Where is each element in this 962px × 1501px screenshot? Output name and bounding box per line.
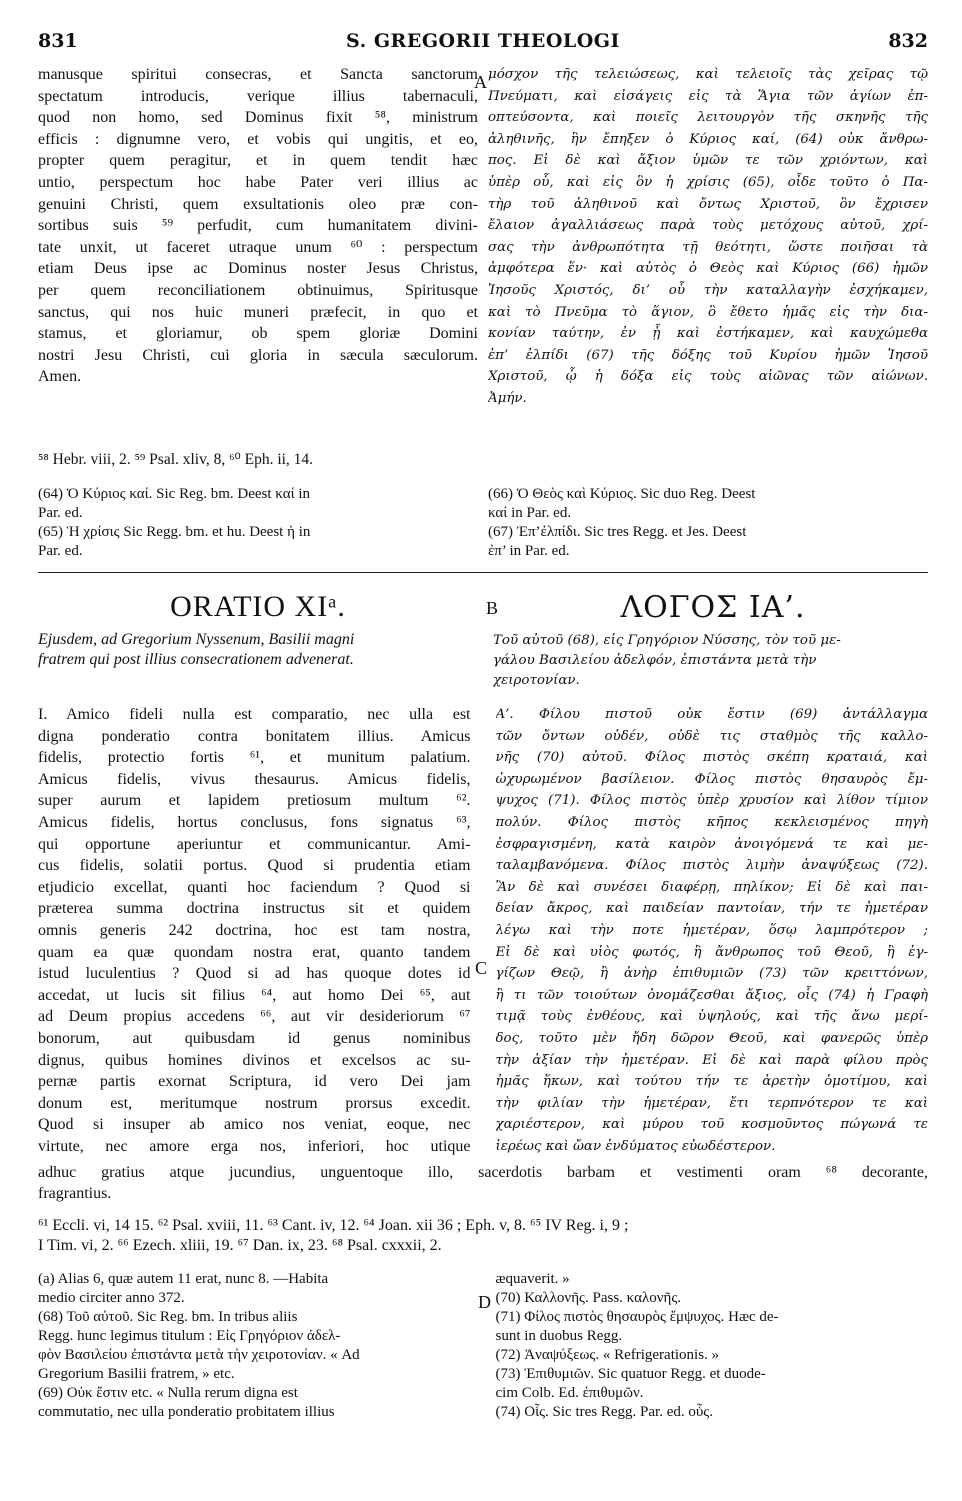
margin-marker-c: C — [475, 958, 488, 978]
text-line: λέγω καὶ τὴν ποτε ἡμετέραν, ὅσῳ λαμπρότερον ; — [495, 922, 928, 938]
text-line: πολύν. Φίλος πιστὸς κῆπος κεκλεισμένος πηγὴ — [495, 814, 928, 830]
bottom-refs — [38, 1216, 928, 1256]
reference-line: ⁶¹ Eccli. vi, 14 15. ⁶² Psal. xviii, 11. ⁶³ Cant. iv, 12. ⁶⁴ Joan. xii 36 ; Eph. v, 8. ⁶⁵ IV Reg. i, 9 ; — [38, 1217, 629, 1234]
text-line: Πνεύματι, καὶ εἰσάγεις εἰς τὰ Ἅγια τῶν ἁγίων ἐπ- — [488, 88, 928, 104]
text-line: virtute, nec amore erga nos, inferiori, hoc utique — [38, 1137, 471, 1155]
text-line: τιμᾷ τοὺς ἐνθέους, καὶ ὑψηλούς, καὶ τῆς ἄνω μερί- — [495, 1009, 928, 1025]
text-line: accedat, ut lucis sit filius ⁶⁴, aut homo Dei ⁶⁵, aut — [38, 986, 471, 1004]
text-line: propter quem peragitur, et in quem tendit hæc — [38, 152, 478, 170]
text-line: χαριέστερον, καὶ μύρου τοῦ κοσμοῦντος πώγωνά τε — [495, 1117, 928, 1133]
top-left-refs: ⁵⁸ Hebr. viii, 2. ⁵⁹ Psal. xliv, 8, ⁶⁰ Eph. ii, 14. — [38, 451, 314, 468]
text-line: νῆς (70) αὐτοῦ. Φίλος πιστὸς σκέπη κραταιά, καὶ — [495, 750, 928, 766]
text-line: τὴρ τοῦ ἀληθινοῦ καὶ ὄντως Χριστοῦ, ὃν ἔχρισεν — [488, 196, 928, 212]
oratio-heading-left: ORATIO XIᵃ. — [170, 590, 346, 623]
subtitle-line: Τοῦ αὐτοῦ (68), εἰς Γρηγόριον Νύσσης, τὸν τοῦ με- — [493, 633, 841, 648]
text-line: δείαν ἄκρος, καὶ παιδείαν παντοίαν, τήν τε ἡμετέραν — [495, 901, 928, 917]
top-right-greek — [488, 64, 928, 410]
text-line: Ἰησοῦς Χριστός, δι’ οὗ τὴν καταλλαγὴν ἐσχήκαμεν, — [488, 282, 928, 298]
text-line: ὠχυρωμένον βασίλειον. Φίλος πιστὸς θησαυρὸς ἔμ- — [495, 771, 928, 787]
running-title: S. GREGORII THEOLOGI — [346, 30, 620, 52]
footnote-line: commutatio, nec ulla ponderatio probitatem illius — [38, 1404, 335, 1420]
text-line: spectatum introducis, verique illius tabernaculi, — [38, 87, 478, 105]
text-line: adhuc gratius atque jucundius, unguentoque illo, sacerdotis barbam et vestimenti oram ⁶⁸ decorante, — [38, 1164, 928, 1181]
top-notes — [38, 485, 928, 561]
footnote-line: (69) Οὐκ ἔστιν etc. « Nulla rerum digna est — [38, 1385, 298, 1401]
text-line: Amicus fidelis, hortus conclusus, fons signatus ⁶³, — [38, 813, 471, 831]
top-right-notes — [488, 485, 928, 561]
subtitle-line: fratrem qui post illius consecrationem advenerat. — [38, 651, 354, 668]
subtitle-line: γάλου Βασιλείου ἀδελφόν, ἐπιστάντα μετὰ τὴν — [493, 653, 817, 668]
text-line: μόσχον τῆς τελειώσεως, καὶ τελειοῖς τὰς χεῖρας τῷ — [488, 67, 928, 82]
text-line: Quod si insuper ab amico nos veniat, eoque, nec — [38, 1116, 471, 1134]
footnote-line: (64) Ὁ Κύριος καί. Sic Reg. bm. Deest καί in — [38, 486, 311, 502]
text-line: κονίαν ταύτην, ἐν ᾗ καὶ ἑστήκαμεν, καὶ καυχώμεθα — [488, 326, 928, 342]
text-line: pernæ partis exornat Scriptura, id vero Dei jam — [38, 1073, 471, 1091]
text-line: omnis generis 242 doctrina, hoc est tam nostra, — [38, 921, 471, 939]
text-line: σας τὴν ἀνθρωπότητα τῇ θεότητι, ὥστε ποιῆσαι τὰ — [488, 239, 928, 255]
text-line: ἔλαιον ἀγαλλιάσεως παρὰ τοὺς μετόχους αὐτοῦ, χρί- — [488, 218, 928, 234]
text-line: super aurum et lapidem pretiosum multum ⁶². — [38, 792, 471, 810]
text-line: ἐσφραγισμένη, κατὰ καιρὸν ἀνοιγόμενά τε καὶ με- — [495, 836, 928, 852]
bottom-right-notes — [496, 1270, 929, 1422]
footnote-line: Regg. hunc legimus titulum : Εἰς Γρηγόριον ἀδελ- — [38, 1328, 341, 1344]
footnote-line: ἐπ’ in Par. ed. — [488, 543, 570, 559]
text-line: quod non homo, sed Dominus fixit ⁵⁸, ministrum — [38, 109, 478, 127]
full-width-text — [38, 1162, 928, 1204]
text-line: Amicus fidelis, vivus thesaurus. Amicus fidelis, — [38, 770, 471, 788]
footnote-line: (73) Ἐπιθυμιῶν. Sic quatuor Regg. et duode- — [495, 1366, 766, 1382]
text-line: γίζων Θεῷ, ἢ ἀνὴρ ἐπιθυμιῶν (73) τῶν κρειττόνων, — [495, 966, 928, 982]
text-line: dignus, quibus homines divinos et excelsos ac su- — [38, 1051, 471, 1069]
top-columns — [38, 64, 928, 410]
footnote-line: cim Colb. Ed. ἐπιθυμῶν. — [495, 1385, 644, 1401]
footnote-line: Par. ed. — [38, 543, 83, 559]
top-left-notes — [38, 485, 478, 561]
text-line: δος, τοῦτο μὲν ἤδη δῶρον Θεοῦ, καὶ φανερῶς ὑπὲρ — [495, 1030, 928, 1046]
text-line: sanctus, qui nos huic muneri præfecit, in quo et — [38, 303, 478, 321]
text-line: etiam Deus ipse ac Dominus noster Jesus Christus, — [38, 260, 478, 278]
footnote-line: (68) Τοῦ αὐτοῦ. Sic Reg. bm. In tribus aliis — [38, 1309, 298, 1325]
text-line: fragrantius. — [38, 1185, 112, 1202]
text-line: bonorum, aut quibusdam id genus nominibus — [38, 1029, 471, 1047]
text-line: ἀληθινῆς, ἣν ἔπηξεν ὁ Κύριος καί, (64) οὐκ ἄνθρω- — [488, 131, 928, 147]
text-line: digna ponderatio contra bonitatem illius. Amicus — [38, 727, 471, 745]
footnote-line: (71) Φίλος πιστὸς θησαυρὸς ἔμψυχος. Hæc de- — [495, 1309, 779, 1325]
text-line: Α’. Φίλου πιστοῦ οὐκ ἔστιν (69) ἀντάλλαγμα — [495, 707, 928, 722]
footnote-line: Gregorium Basilii fratrem, » etc. — [38, 1366, 235, 1382]
bottom-left-notes — [38, 1270, 471, 1422]
section-divider — [38, 572, 928, 573]
text-line: I. Amico fideli nulla est comparatio, nec ulla est — [38, 706, 471, 723]
text-line: stamus, et gloriamur, ob spem gloriæ Domini — [38, 325, 478, 343]
main-left-latin — [38, 704, 471, 1157]
text-line: ad Deum propius accedens ⁶⁶, aut vir desideriorum ⁶⁷ — [38, 1008, 471, 1026]
footnote-line: æquaverit. » — [495, 1271, 570, 1287]
text-line: efficis : dignumne vero, et vobis qui ungitis, et eo, — [38, 130, 478, 148]
text-line: istud luculentius ? Quod si ad has quoque dotes id — [38, 965, 471, 983]
text-line: untio, perspectum hoc habe Pater veri illius ac — [38, 173, 478, 191]
oratio-heading-left-block — [38, 590, 478, 670]
text-line: fidelis, protectio fortis ⁶¹, et munitum palatium. — [38, 749, 471, 767]
text-line: ἢ τι τῶν τοιούτων ὀνομάζεσθαι ἄξιος, οἷς (74) ἡ Γραφὴ — [495, 987, 928, 1003]
text-line: per quem reconciliationem obtinuimus, Spiritusque — [38, 281, 478, 299]
text-line: etjudicio excellat, quanti hoc faciendum ? Quod si — [38, 878, 471, 896]
text-line: ἱερέως καὶ ὤαν ἐνδύματος εὐωδέστερον. — [495, 1138, 776, 1154]
margin-marker-b: B — [486, 598, 499, 618]
page-number-right: 832 — [888, 30, 928, 52]
page-number-left: 831 — [38, 30, 78, 52]
text-line: Ἀμήν. — [488, 390, 527, 406]
running-header — [38, 30, 928, 60]
text-line: ψυχος (71). Φίλος πιστὸς ὑπὲρ χρυσίον καὶ λίθον τίμιον — [495, 793, 928, 809]
text-line: Amen. — [38, 368, 82, 386]
footnote-line: medio circiter anno 372. — [38, 1290, 185, 1306]
text-line: ἐπ’ ἐλπίδι (67) τῆς δόξης τοῦ Κυρίου ἡμῶν Ἰησοῦ — [488, 347, 928, 363]
margin-marker-d: D — [478, 1292, 491, 1312]
oratio-heading-right-block — [493, 590, 933, 691]
footnote-line: Par. ed. — [38, 505, 83, 521]
footnote-line: sunt in duobus Regg. — [495, 1328, 623, 1344]
text-line: οπτεύσοντα, καὶ ποιεῖς λειτουργὸν τῆς σκηνῆς τῆς — [488, 110, 928, 126]
top-left-latin — [38, 64, 478, 410]
text-line: nostri Jesu Christi, cui gloria in sæcula sæculorum. — [38, 346, 478, 364]
main-columns — [38, 704, 928, 1157]
text-line: Εἰ δὲ καὶ υἱὸς φωτός, ἢ ἄνθρωπος τοῦ Θεοῦ, ἢ ἐγ- — [495, 944, 928, 960]
text-line: Ἂν δὲ καὶ συνέσει διαφέρῃ, πηλίκον; Εἰ δὲ καὶ παι- — [495, 879, 928, 895]
text-line: tate unxit, ut faceret utraque unum ⁶⁰ : perspectum — [38, 238, 478, 256]
main-right-greek — [496, 704, 929, 1157]
footnote-line: (67) Ἐπ’ἐλπίδι. Sic tres Regg. et Jes. Deest — [488, 524, 747, 540]
footnote-line: (65) Ἡ χρίσις Sic Regg. bm. et hu. Deest ἡ in — [38, 524, 311, 540]
text-line: τῶν ὄντων οὐδέν, οὐδὲ τις σταθμὸς τῆς καλλο- — [495, 728, 928, 744]
text-line: manusque spiritui consecras, et Sancta sanctorum — [38, 66, 478, 83]
text-line: ἡμᾶς ἥκων, καὶ τούτου τήν τε ἀρετὴν ὁμοτίμου, καὶ — [495, 1074, 928, 1090]
text-line: καὶ τὸ Πνεῦμα τὸ ἅγιον, ὃ ἔθετο ἡμᾶς εἰς τὴν δια- — [488, 304, 928, 320]
text-line: τὴν φιλίαν τὴν ἡμετέραν, ἔτι τερπνότερον τε καὶ — [495, 1095, 928, 1111]
text-line: præterea summa doctrina instructus sit et quidem — [38, 900, 471, 918]
text-line: ἀμφότερα ἕν· καὶ αὐτὸς ὁ Θεὸς καὶ Κύριος (66) ἡμῶν — [488, 261, 928, 277]
oratio-heading-right: ΛΟΓΟΣ ΙΑ’. — [620, 590, 806, 625]
text-line: qui opportune aperiuntur et communicantur. Ami- — [38, 835, 471, 853]
page — [38, 30, 928, 1420]
text-line: donum est, meritumque nostrum prorsus excedit. — [38, 1094, 471, 1112]
footnote-line: φὸν Βασιλείου ἐπιστάντα μετὰ τὴν χειροτονίαν. « Ad — [38, 1347, 360, 1363]
subtitle-line: Ejusdem, ad Gregorium Nyssenum, Basilii magni — [38, 631, 355, 648]
text-line: quam ea quæ quondam nostra erat, quanto tandem — [38, 943, 471, 961]
oratio-subtitle-right — [493, 631, 933, 691]
text-line: cus fidelis, solatii portus. Quod si prudentia etiam — [38, 857, 471, 875]
text-line: sortibus suis ⁵⁹ perfudit, cum humanitatem divini- — [38, 217, 478, 235]
text-line: genuini Christi, quem exsultationis oleo præ con- — [38, 195, 478, 213]
text-line: πος. Εἰ δὲ καὶ ἄξιον ὑμῶν τε τῶν χριόντων, καὶ — [488, 153, 928, 169]
text-line: τὴν ἀξίαν τὴν ἡμετέραν. Εἰ δὲ καὶ παρὰ φίλου πρὸς — [495, 1052, 928, 1068]
footnote-line: (a) Alias 6, quæ autem 11 erat, nunc 8. —Habita — [38, 1271, 329, 1287]
subtitle-line: χειροτονίαν. — [493, 673, 580, 688]
text-line: Χριστοῦ, ᾧ ἡ δόξα εἰς τοὺς αἰῶνας τῶν αἰώνων. — [488, 369, 928, 385]
reference-line: I Tim. vi, 2. ⁶⁶ Ezech. xliii, 19. ⁶⁷ Dan. ix, 23. ⁶⁸ Psal. cxxxii, 2. — [38, 1237, 442, 1254]
footnote-line: καί in Par. ed. — [488, 505, 572, 521]
footnote-line: (74) Οἷς. Sic tres Regg. Par. ed. οὗς. — [495, 1404, 713, 1420]
margin-marker-a: A — [474, 72, 487, 92]
footnote-line: (72) Ἀναψύξεως. « Refrigerationis. » — [495, 1347, 720, 1363]
footnote-line: (66) Ὁ Θεὸς καὶ Κύριος. Sic duo Reg. Deest — [488, 486, 756, 502]
text-line: ταλαμβανόμενα. Φίλος πιστὸς λιμὴν ἀναψύξεως (72). — [495, 858, 928, 874]
oratio-subtitle-left — [38, 630, 478, 670]
footnote-line: (70) Καλλονῆς. Pass. καλονῆς. — [495, 1290, 682, 1306]
text-line: ὑπὲρ οὗ, καὶ εἰς ὃν ἡ χρίσις (65), οἶδε τοῦτο ὁ Πα- — [488, 174, 928, 190]
